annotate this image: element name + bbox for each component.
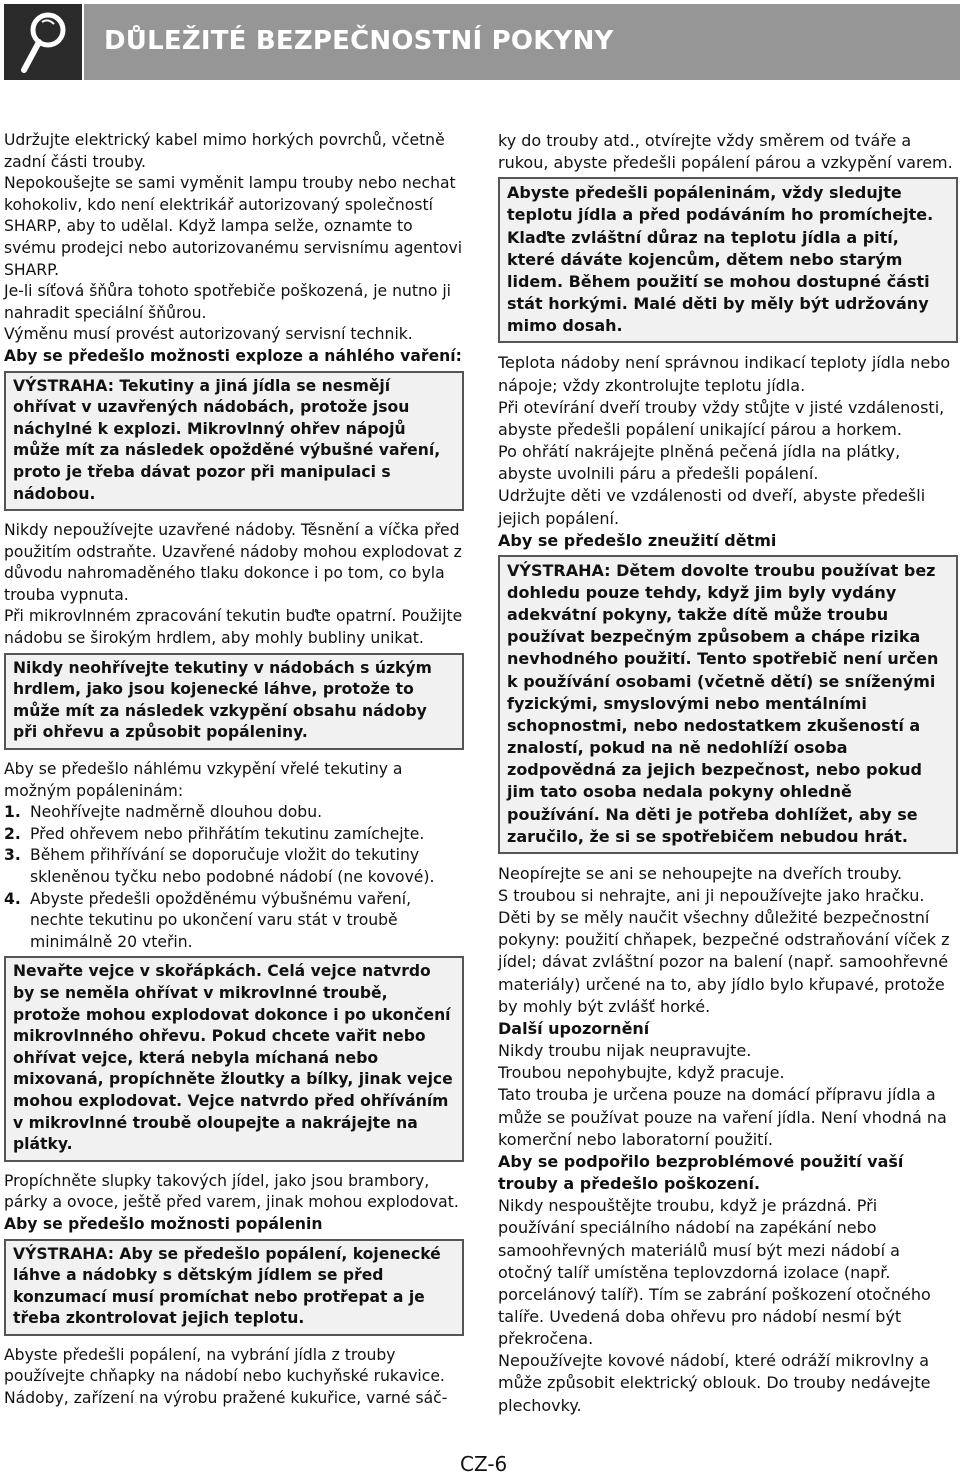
paragraph: Při otevírání dveří trouby vždy stůjte v jisté vzdálenosti, abyste předešli popálení unikající párou a horkem. <box>498 397 945 439</box>
paragraph: Nepokoušejte se sami vyměnit lampu trouby nebo nechat kohokoliv, kdo není elektrikář autorizovaný společností SHARP, aby to udělal. Když lampa selže, oznamte to svému prodejci nebo autorizovanému servisnímu agentovi SHARP. <box>4 174 463 279</box>
step-number: 2. <box>4 824 21 843</box>
paragraph: Nikdy nepoužívejte uzavřené nádoby. Těsnění a víčka před použitím odstraňte. Uzavřené nádoby mohou explodovat z důvodu nahromaděného tlaku dokonce i po tom, co byla trouba vypnuta. <box>4 521 462 604</box>
section-heading: Aby se předešlo možnosti exploze a náhlého vaření: <box>4 346 462 365</box>
list-item <box>4 824 464 846</box>
paragraph: Udržujte děti ve vzdálenosti od dveří, abyste předešli jejich popálení. <box>498 486 926 528</box>
right-column <box>498 130 958 1417</box>
paragraph: Nepoužívejte kovové nádobí, které odráží mikrovlny a může způsobit elektrický oblouk. Do trouby nedávejte plechovky. <box>498 1351 931 1415</box>
step-text: Abyste předešli opožděnému výbušnému vaření, nechte tekutinu po ukončení varu stát v troubě minimálně 20 vteřin. <box>30 889 412 951</box>
step-text: Během přihřívání se doporučuje vložit do tekutiny skleněnou tyčku nebo podobné nádobí (ne kovové). <box>30 846 435 886</box>
steps-list <box>4 802 464 953</box>
paragraph: ky do trouby atd., otvírejte vždy směrem od tváře a rukou, abyste předešli popálení párou a vzkypění varem. <box>498 131 953 173</box>
step-text: Před ohřevem nebo přihřátím tekutinu zamíchejte. <box>30 824 425 843</box>
step-number: 4. <box>4 889 21 908</box>
paragraph: Nikdy troubu nijak neupravujte. <box>498 1041 752 1061</box>
warning-box: Nikdy neohřívejte tekutiny v nádobách s úzkým hrdlem, jako jsou kojenecké láhve, protože to může mít za následek vzkypění obsahu nádoby při ohřevu a způsobit popáleniny. <box>4 653 464 750</box>
warning-box: VÝSTRAHA: Dětem dovolte troubu používat bez dohledu pouze tehdy, když jim byly vydány adekvátní pokyny, takže dítě může troubu používat bezpečným způsobem a chápe rizika nevhodného použití. Tento spotřebič není určen k používání osobami (včetně dětí) se sníženými fyzickými, smyslovými nebo mentálními schopnostmi, nebo nedostatkem zkušeností a znalostí, pokud na ně nedohlíží osoba zodpovědná za jejich bezpečnost, nebo pokud jim tato osoba nedala pokyny ohledně používání. Na děti je potřeba dohlížet, aby se zaručilo, že si se spotřebičem nebudou hrát. <box>498 555 958 854</box>
left-column <box>4 130 464 1410</box>
paragraph: Troubou nepohybujte, když pracuje. <box>498 1063 785 1083</box>
section-heading: Aby se podpořilo bezproblémové použití vaší trouby a předešlo poškození. <box>498 1151 904 1194</box>
list-item <box>4 889 464 954</box>
section-heading: Aby se předešlo možnosti popálenin <box>4 1214 323 1233</box>
paragraph: Po ohřátí nakrájejte plněná pečená jídla na plátky, abyste uvolnili páru a předešli popálení. <box>498 442 901 484</box>
step-text: Neohřívejte nadměrně dlouhou dobu. <box>30 803 323 822</box>
paragraph: Neopírejte se ani se nehoupejte na dveřích trouby. <box>498 863 903 883</box>
paragraph: Děti by se měly naučit všechny důležité bezpečnostní pokyny: použití chňapek, bezpečné odstraňování víček z jídel; dávat zvláštní pozor na balení (např. samoohřevné materiály) určené na to, aby jídlo bylo křupavé, protože by mohly být zvlášť horké. <box>498 908 950 1016</box>
paragraph: Abyste předešli popálení, na vybrání jídla z trouby používejte chňapky na nádobí nebo kuchyňské rukavice. Nádoby, zařízení na výrobu pražené kukuřice, varné sáč- <box>4 1345 448 1408</box>
step-number: 1. <box>4 803 21 822</box>
page-number: CZ-6 <box>460 1452 508 1476</box>
warning-box: VÝSTRAHA: Aby se předešlo popálení, kojenecké láhve a nádobky s dětským jídlem se před konzumací musí promíchat nebo protřepat a je třeba zkontrolovat jejich teplotu. <box>4 1239 464 1336</box>
page-title: DŮLEŽITÉ BEZPEČNOSTNÍ POKYNY <box>104 26 614 56</box>
paragraph: Propíchněte slupky takových jídel, jako jsou brambory, párky a ovoce, ještě před varem, jinak mohou explodovat. <box>4 1171 459 1212</box>
list-item <box>4 802 464 824</box>
section-header <box>0 0 960 84</box>
warning-box: VÝSTRAHA: Tekutiny a jiná jídla se nesmějí ohřívat v uzavřených nádobách, protože jsou náchylné k explozi. Mikrovlnný ohřev nápojů může mít za následek opožděné výbušné vaření, proto je třeba dávat pozor při manipulaci s nádobou. <box>4 371 464 512</box>
paragraph: Teplota nádoby není správnou indikací teploty jídla nebo nápoje; vždy zkontrolujte teplotu jídla. <box>498 353 951 395</box>
paragraph: Výměnu musí provést autorizovaný servisní technik. <box>4 325 413 344</box>
paragraph: Aby se předešlo náhlému vzkypění vřelé tekutiny a možným popáleninám: <box>4 760 403 800</box>
paragraph: Je-li síťová šňůra tohoto spotřebiče poškozená, je nutno ji nahradit speciální šňůrou. <box>4 282 452 322</box>
section-heading: Aby se předešlo zneužití dětmi <box>498 530 777 550</box>
paragraph: Udržujte elektrický kabel mimo horkých povrchů, včetně zadní části trouby. <box>4 131 445 171</box>
section-heading: Další upozornění <box>498 1018 650 1038</box>
paragraph: Nikdy nespouštějte troubu, když je prázdná. Při používání speciálního nádobí na zapékání nebo samoohřevných materiálů musí být mezi nádobí a otočný talíř umístěna teplovzdorná izolace (např. porcelánový talíř). Tím se zabrání poškození otočného talíře. Uvedená doba ohřevu pro nádobí nesmí být překročena. <box>498 1196 931 1349</box>
paragraph: S troubou si nehrajte, ani ji nepoužívejte jako hračku. <box>498 886 925 905</box>
warning-box: Nevařte vejce v skořápkách. Celá vejce natvrdo by se neměla ohřívat v mikrovlnné troubě, protože mohou explodovat dokonce i po ukončení mikrovlnného ohřevu. Pokud chcete vařit nebo ohřívat vejce, která nebyla míchaná nebo mixovaná, propíchněte žloutky a bílky, jinak vejce mohou explodovat. Vejce natvrdo před ohříváním v mikrovlnné troubě oloupejte a nakrájejte na plátky. <box>4 956 464 1161</box>
warning-box: Abyste předešli popáleninám, vždy sledujte teplotu jídla a před podáváním ho promíchejte. Klaďte zvláštní důraz na teplotu jídla a pití, které dáváte kojencům, dětem nebo starým lidem. Během použití se mohou dostupné části stát horkými. Malé děti by měly být udržovány mimo dosah. <box>498 177 958 343</box>
step-number: 3. <box>4 846 21 865</box>
paragraph: Tato trouba je určena pouze na domácí přípravu jídla a může se používat pouze na vaření jídla. Není vhodná na komerční nebo laboratorní použití. <box>498 1085 947 1149</box>
magnifier-icon <box>4 4 82 80</box>
paragraph: Při mikrovlnném zpracování tekutin buďte opatrní. Použijte nádobu se širokým hrdlem, aby mohly bubliny unikat. <box>4 607 463 648</box>
list-item <box>4 845 464 888</box>
